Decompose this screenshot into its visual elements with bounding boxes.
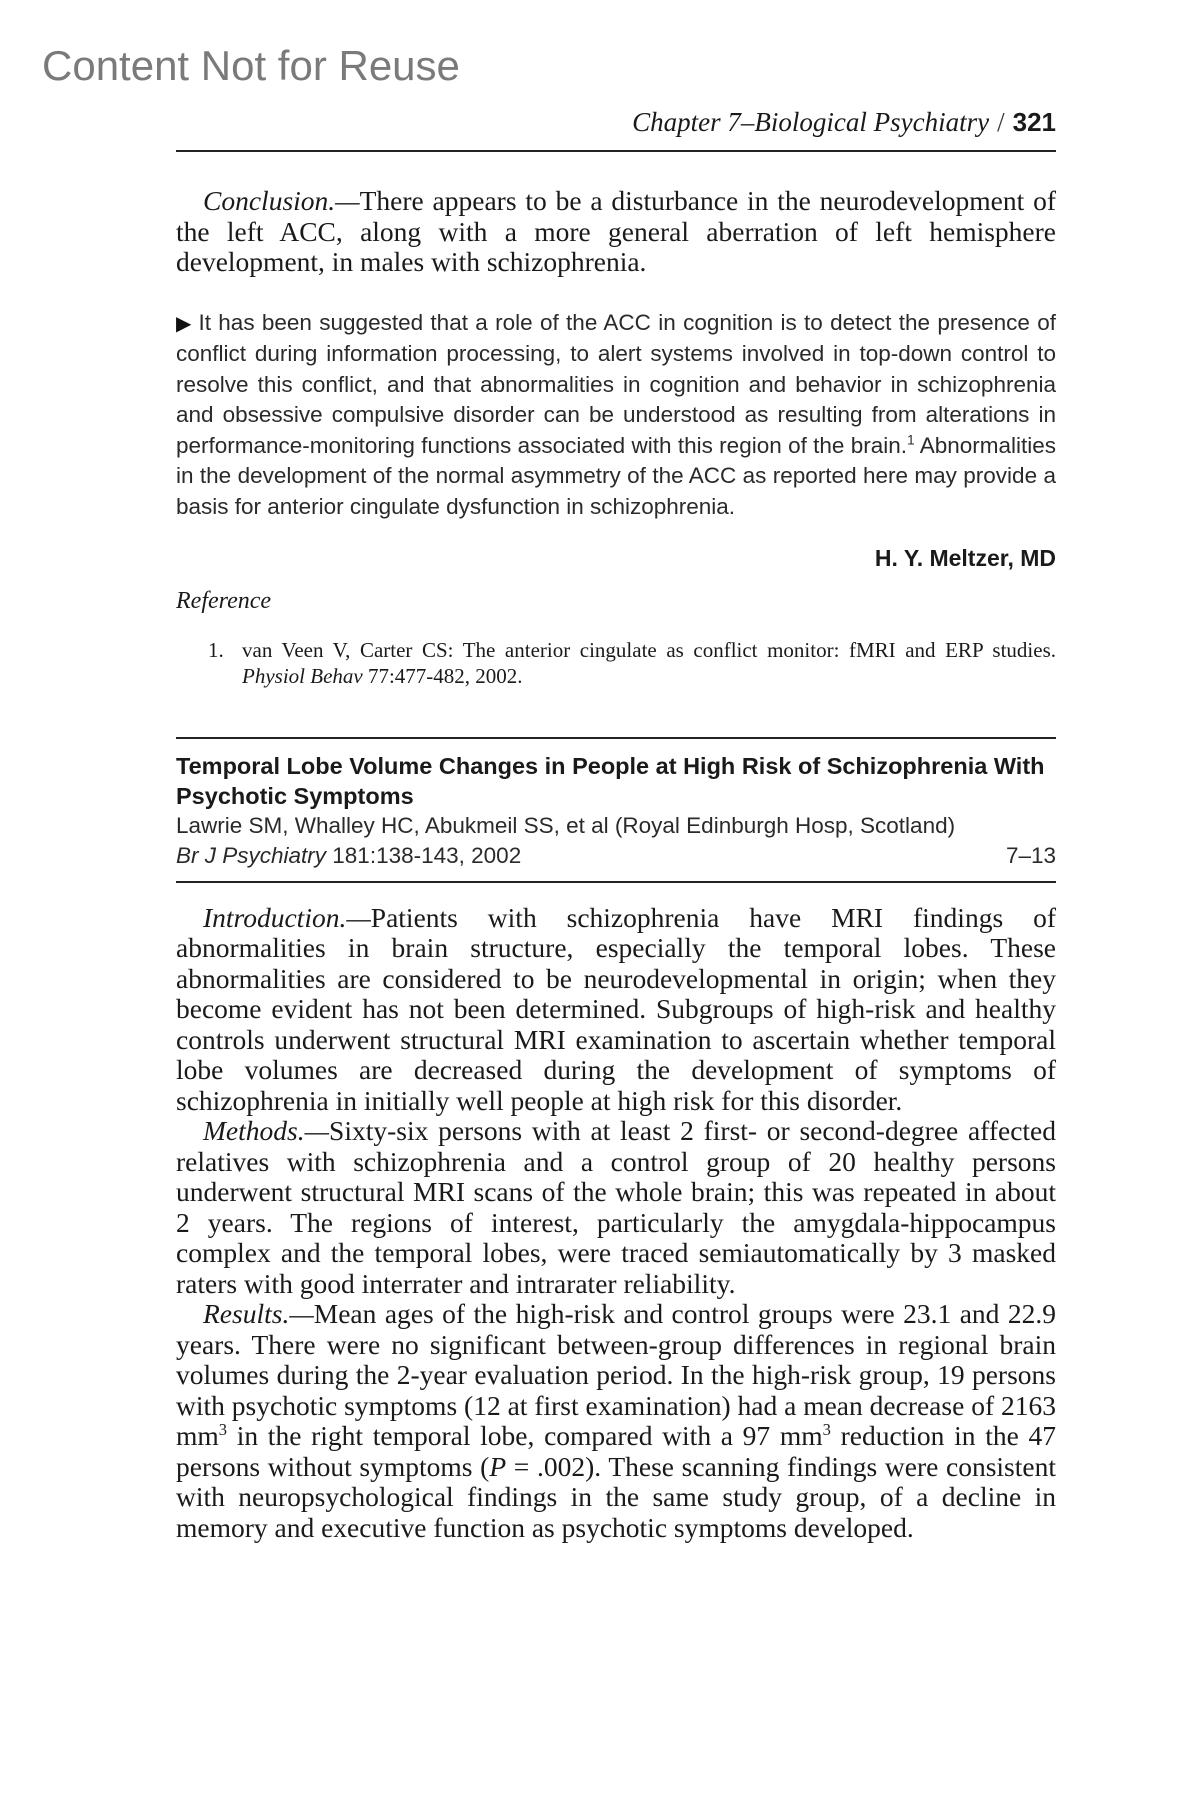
article-journal: Br J Psychiatry xyxy=(176,842,327,868)
introduction-label: Introduction.— xyxy=(203,901,371,933)
separator: / xyxy=(997,107,1005,137)
results-text-d: = .002). These scanning findings were consistent with neuropsychological findings in the same study group, of a decline in memory and executive function as psychotic symptoms developed. xyxy=(176,1450,1056,1543)
results-paragraph xyxy=(176,1299,1056,1543)
reference-authors-title: van Veen V, Carter CS: The anterior cingulate as conflict monitor: fMRI and ERP studies. xyxy=(242,637,1056,662)
conclusion-paragraph xyxy=(176,186,1056,278)
reference-text xyxy=(242,637,1056,689)
journal-page xyxy=(176,100,1056,1543)
results-label: Results.— xyxy=(203,1298,314,1329)
results-superscript: 3 xyxy=(218,1419,228,1439)
comment-text: It has been suggested that a role of the ACC in cognition is to detect the presence of conflict during information processing, to alert systems involved in top-down control to resolve this conflict, and that abnormalities in cognition and behavior in schizophrenia and obsessive compulsive disorder can be understood as resulting from alterations in performance-monitoring functions associated with this region of the brain. xyxy=(176,309,1056,458)
results-superscript-2: 3 xyxy=(822,1419,831,1439)
reference-list xyxy=(176,637,1056,689)
page-number: 321 xyxy=(1012,107,1056,137)
reference-heading: Reference xyxy=(176,587,272,614)
reference-item xyxy=(208,637,1056,689)
comment-footnote-marker: 1 xyxy=(907,432,915,447)
article-citation xyxy=(176,841,1056,871)
comment-signature: H. Y. Meltzer, MD xyxy=(874,544,1056,571)
arrow-icon: ▶ xyxy=(176,312,193,335)
conclusion-text: There appears to be a disturbance in the neurodevelopment of the left ACC, along with a more general aberration of left hemisphere development, in males with schizophrenia. xyxy=(176,185,1056,277)
results-text-b: in the right temporal lobe, compared with a 97 mm xyxy=(227,1420,823,1451)
methods-paragraph xyxy=(176,1116,1056,1299)
running-head xyxy=(176,100,1056,152)
methods-label: Methods.— xyxy=(203,1115,330,1146)
article-header xyxy=(176,737,1056,883)
conclusion-label: Conclusion.— xyxy=(203,185,360,216)
watermark: Content Not for Reuse xyxy=(42,42,460,89)
introduction-text: Patients with schizophrenia have MRI findings of abnormalities in brain structure, especially the temporal lobes. These abnormalities are considered to be neurodevelopmental in origin; when they become evident has not been determined. Subgroups of high-risk and healthy controls underwent structural MRI examination to ascertain whether temporal lobe volumes are decreased during the development of symptoms of schizophrenia in initially well people at high risk for this disorder. xyxy=(176,901,1056,1116)
results-p-value-label: P xyxy=(489,1450,507,1482)
editorial-comment xyxy=(176,308,1056,523)
abstract-body xyxy=(176,903,1056,1544)
article-code: 7–13 xyxy=(1005,842,1056,868)
chapter-title: Chapter 7–Biological Psychiatry xyxy=(632,107,990,137)
reference-details: 77:477-482, 2002. xyxy=(362,663,523,688)
reference-journal: Physiol Behav xyxy=(242,663,363,688)
results-text-c: reduction in the 47 persons without symptoms ( xyxy=(176,1420,1056,1482)
article-volume-pages: 181:138-143, 2002 xyxy=(326,842,522,868)
comment-text-continued: Abnormalities in the development of the normal asymmetry of the ACC as reported here may provide a basis for anterior cingulate dysfunction in schizophrenia. xyxy=(176,432,1056,519)
article-title: Temporal Lobe Volume Changes in People at High Risk of Schizophrenia With Psychotic Symptoms xyxy=(176,752,1045,809)
article-authors: Lawrie SM, Whalley HC, Abukmeil SS, et al (Royal Edinburgh Hosp, Scotland) xyxy=(176,812,956,838)
results-text: Mean ages of the high-risk and control groups were 23.1 and 22.9 years. There were no significant between-group differences in regional brain volumes during the 2-year evaluation period. In the high-risk group, 19 persons with psychotic symptoms (12 at first examination) had a mean decrease of 2163 mm xyxy=(176,1298,1056,1451)
introduction-paragraph xyxy=(176,903,1056,1117)
reference-number: 1. xyxy=(208,637,224,662)
methods-text: Sixty-six persons with at least 2 first- or second-degree affected relatives with schizophrenia and a control group of 20 healthy persons underwent structural MRI scans of the whole brain; this was repeated in about 2 years. The regions of interest, particularly the amygdala-hippocampus complex and the temporal lobes, were traced semiautomatically by 3 masked raters with good interrater and intrarater reliability. xyxy=(176,1115,1056,1299)
